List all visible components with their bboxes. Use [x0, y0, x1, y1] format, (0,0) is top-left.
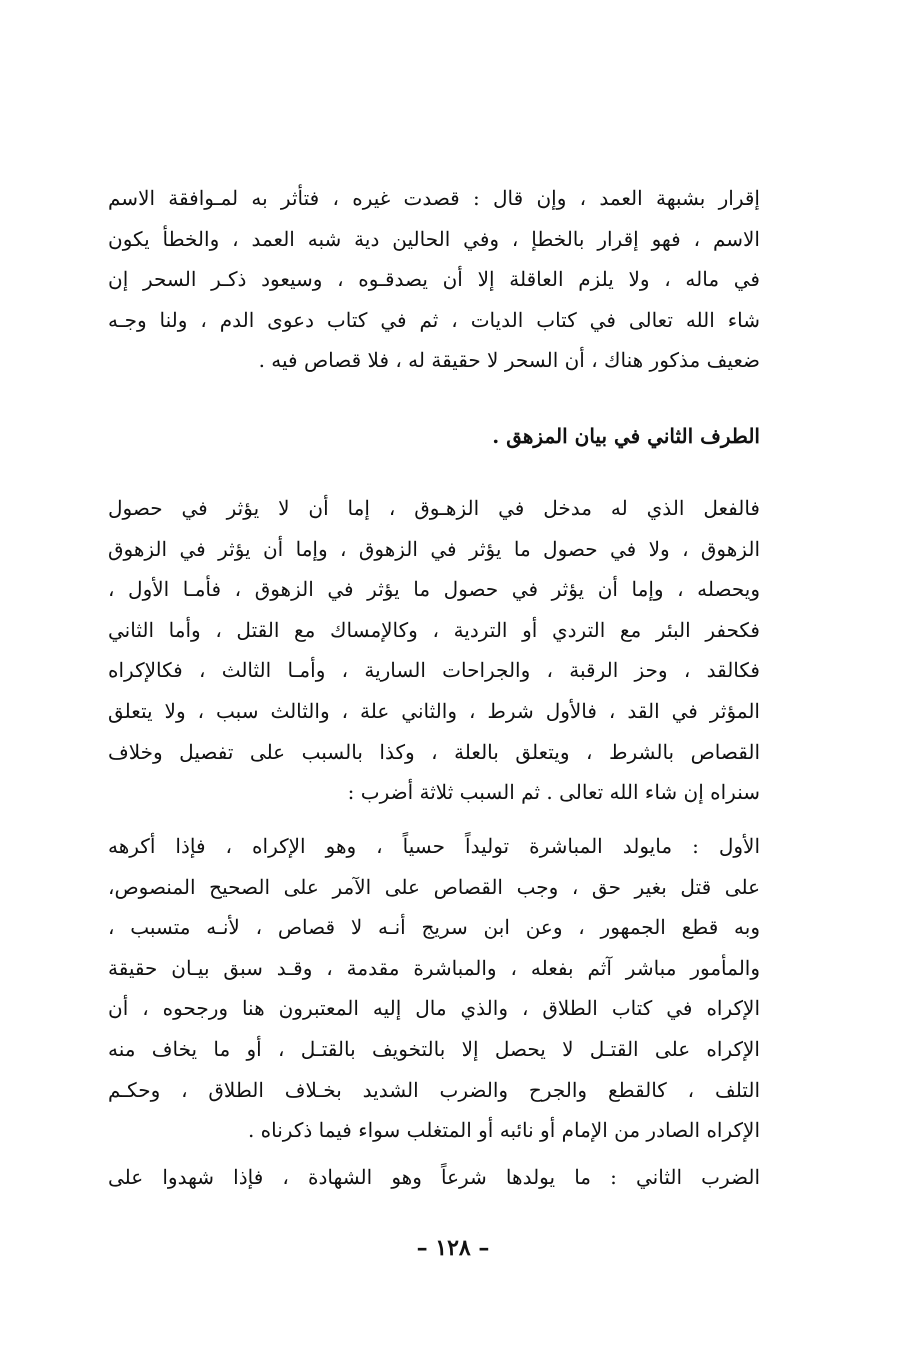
document-page [108, 178, 760, 1189]
paragraph-continuation [108, 178, 760, 381]
text-line: ويحصله ، وإما أن يؤثر في حصول ما يؤثر في الزهوق ، فأمـا الأول ، [108, 577, 760, 602]
text-line: فكحفر البئر مع التردي أو التردية ، وكالإمساك مع القتل ، وأما الثاني [108, 617, 760, 642]
text-line: إقرار بشبهة العمد ، وإن قال : قصدت غيره ، فتأثر به لمـوافقة الاسم [108, 186, 760, 210]
text-line: ضعيف مذكور هناك ، أن السحر لا حقيقة له ، فلا قصاص فيه . [258, 348, 760, 373]
page-number: – ١٢٨ – [416, 1235, 490, 1261]
text-line: فكالقد ، وحز الرقبة ، والجراحات السارية ، وأمـا الثالث ، فكالإكراه [108, 658, 760, 683]
paragraph-first-type [108, 826, 760, 1151]
paragraph-second-type [108, 1157, 760, 1198]
text-line: فالفعل الذي له مدخل في الزهـوق ، إما أن لا يؤثر في حصول [108, 496, 760, 520]
text-line: المؤثر في القد ، فالأول شرط ، والثاني علة ، والثالث سبب ، ولا يتعلق [108, 698, 760, 723]
text-line: في ماله ، ولا يلزم العاقلة إلا أن يصدقـوه ، وسيعود ذكـر السحر إن [108, 267, 760, 292]
text-line: الاسم ، فهو إقرار بالخطإ ، وفي الحالين دية شبه العمد ، والخطأ يكون [108, 226, 760, 251]
text-line: شاء الله تعالى في كتاب الديات ، ثم في كتاب دعوى الدم ، ولنا وجـه [108, 307, 760, 332]
text-line: على قتل بغير حق ، وجب القصاص على الآمر على الصحيح المنصوص، [108, 874, 760, 899]
section-heading: الطرف الثاني في بيان المزهق . [492, 424, 760, 448]
paragraph-mazhiq [108, 488, 760, 813]
text-line: الإكراه في كتاب الطلاق ، والذي مال إليه المعتبرون هنا ورجحوه ، أن [108, 996, 760, 1021]
text-line: والمأمور مباشر آثم بفعله ، والمباشرة مقدمة ، وقـد سبق بيـان حقيقة [108, 955, 760, 980]
text-line: الإكراه الصادر من الإمام أو نائبه أو المتغلب سواء فيما ذكرناه . [247, 1118, 760, 1143]
text-line: التلف ، كالقطع والجرح والضرب الشديد بخـلاف الطلاق ، وحكـم [108, 1077, 760, 1102]
text-line: الزهوق ، ولا في حصول ما يؤثر في الزهوق ، وإما أن يؤثر في الزهوق [108, 536, 760, 561]
text-line: القصاص بالشرط ، ويتعلق بالعلة ، وكذا بالسبب على تفصيل وخلاف [108, 739, 760, 764]
text-line: الإكراه على القتـل لا يحصل إلا بالتخويف بالقتـل ، أو ما يخاف منه [108, 1036, 760, 1061]
text-line: الأول : مايولد المباشرة توليداً حسياً ، وهو الإكراه ، فإذا أكرهه [108, 834, 760, 858]
text-line: الضرب الثاني : ما يولدها شرعاً وهو الشهادة ، فإذا شهدوا على [108, 1165, 760, 1189]
text-line: وبه قطع الجمهور ، وعن ابن سريج أنـه لا قصاص ، لأنـه متسبب ، [108, 915, 760, 940]
text-line: سنراه إن شاء الله تعالى . ثم السبب ثلاثة أضرب : [347, 780, 760, 805]
